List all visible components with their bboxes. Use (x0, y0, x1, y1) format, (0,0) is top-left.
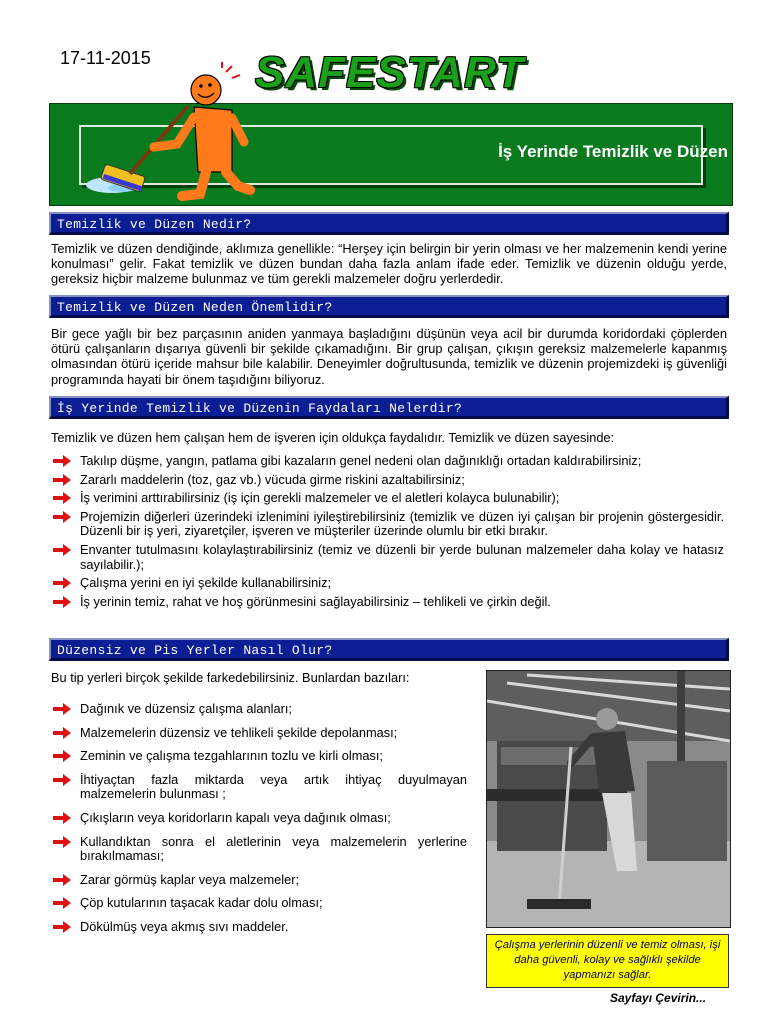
worker-sweeping-photo (486, 670, 731, 928)
arrow-right-icon (52, 749, 72, 763)
list-item: İhtiyaçtan fazla miktarda veya artık ihtiyaç duyulmayan malzemelerin bulunması ; (52, 773, 467, 802)
arrow-right-icon (52, 510, 72, 524)
list-item: Projemizin diğerleri üzerindeki izlenimini iyileştirebilirsiniz (temizlik ve düzen iyi çalışan bir projenin göstergesidir. Düzenli bir iş yeri, ziyaretçiler, işveren ve müşteriler üzerinde olumlu bir etki bırakır. (52, 510, 724, 539)
arrow-right-icon (52, 726, 72, 740)
section-heading-what: Temizlik ve Düzen Nedir? (49, 212, 729, 235)
arrow-right-icon (52, 702, 72, 716)
list-item: İş verimini arttırabilirsiniz (iş için gerekli malzemeler ve el aletleri kolayca bulunabilir); (52, 491, 724, 506)
arrow-right-icon (52, 835, 72, 849)
section-body-why: Bir gece yağlı bir bez parçasının aniden yanmaya başladığını düşünün veya acil bir durumda koridordaki çöplerden ötürü çalışanların dışarıya güvenli bir şekilde çıkamadığını. Bir grup çalışan, çıkışın gereksiz malzemelerle kapanmış olmasından ötürü içeride mahsur bile kalabilir. Deneyimler doğrultusunda, temizlik ve düzenin projemizdeki iş güvenliği programında hayati bir önem taşıdığını biliyoruz. (51, 326, 727, 387)
banner-title: İş Yerinde Temizlik ve Düzen (498, 142, 728, 161)
arrow-right-icon (52, 543, 72, 557)
arrow-right-icon (52, 773, 72, 787)
signs-list (52, 702, 467, 944)
section-heading-why: Temizlik ve Düzen Neden Önemlidir? (49, 295, 729, 318)
section-heading-signs: Düzensiz ve Pis Yerler Nasıl Olur? (49, 638, 729, 661)
list-item: Zararlı maddelerin (toz, gaz vb.) vücuda girme riskini azaltabilirsiniz; (52, 473, 724, 488)
arrow-right-icon (52, 811, 72, 825)
list-item: Zarar görmüş kaplar veya malzemeler; (52, 873, 467, 888)
arrow-right-icon (52, 920, 72, 934)
arrow-right-icon (52, 454, 72, 468)
safestart-logo: SAFESTART (255, 48, 524, 97)
list-item: Kullandıktan sonra el aletlerinin veya malzemelerin yerlerine bırakılmaması; (52, 835, 467, 864)
list-item: Dökülmüş veya akmış sıvı maddeler. (52, 920, 467, 935)
photo-caption: Çalışma yerlerinin düzenli ve temiz olması, işi daha güvenli, kolay ve sağlıklı şekilde yapmanızı sağlar. (486, 934, 729, 988)
arrow-right-icon (52, 595, 72, 609)
list-item: Dağınık ve düzensiz çalışma alanları; (52, 702, 467, 717)
list-item: İş yerinin temiz, rahat ve hoş görünmesini sağlayabilirsiniz – tehlikeli ve çirkin değil. (52, 595, 724, 610)
section-intro-benefits: Temizlik ve düzen hem çalışan hem de işveren için oldukça faydalıdır. Temizlik ve düzen sayesinde: (51, 430, 615, 445)
list-item: Envanter tutulmasını kolaylaştırabilirsiniz (temiz ve düzenli bir yerde bulunan malzemeler daha kolay ve hatasız sayılabilir.); (52, 543, 724, 572)
arrow-right-icon (52, 491, 72, 505)
list-item: Malzemelerin düzensiz ve tehlikeli şekilde depolanması; (52, 726, 467, 741)
arrow-right-icon (52, 873, 72, 887)
list-item: Çıkışların veya koridorların kapalı veya dağınık olması; (52, 811, 467, 826)
section-heading-benefits: İş Yerinde Temizlik ve Düzenin Faydaları Nelerdir? (49, 396, 729, 419)
arrow-right-icon (52, 896, 72, 910)
list-item: Çöp kutularının taşacak kadar dolu olması; (52, 896, 467, 911)
list-item: Zeminin ve çalışma tezgahlarının tozlu ve kirli olması; (52, 749, 467, 764)
sweeping-person-icon (82, 62, 262, 202)
benefits-list (52, 454, 724, 613)
section-body-what: Temizlik ve düzen dendiğinde, aklımıza genellikle: “Herşey için belirgin bir yerin olması ve her malzemenin kendi yerine konulması” gelir. Fakat temizlik ve düzen bundan daha fazla anlam ifade eder. Temizlik ve düzenin olduğu yerde, gereksiz hiçbir malzeme bulunmaz ve tüm gerekli malzemeler doğru yerlerdedir. (51, 241, 727, 287)
list-item: Çalışma yerini en iyi şekilde kullanabilirsiniz; (52, 576, 724, 591)
document-date: 17-11-2015 (60, 48, 151, 68)
section-intro-signs: Bu tip yerleri birçok şekilde farkedebilirsiniz. Bunlardan bazıları: (51, 670, 410, 685)
turn-page-note: Sayfayı Çevirin... (610, 991, 707, 1005)
arrow-right-icon (52, 576, 72, 590)
arrow-right-icon (52, 473, 72, 487)
list-item: Takılıp düşme, yangın, patlama gibi kazaların genel nedeni olan dağınıklığı ortadan kaldırabilirsiniz; (52, 454, 724, 469)
